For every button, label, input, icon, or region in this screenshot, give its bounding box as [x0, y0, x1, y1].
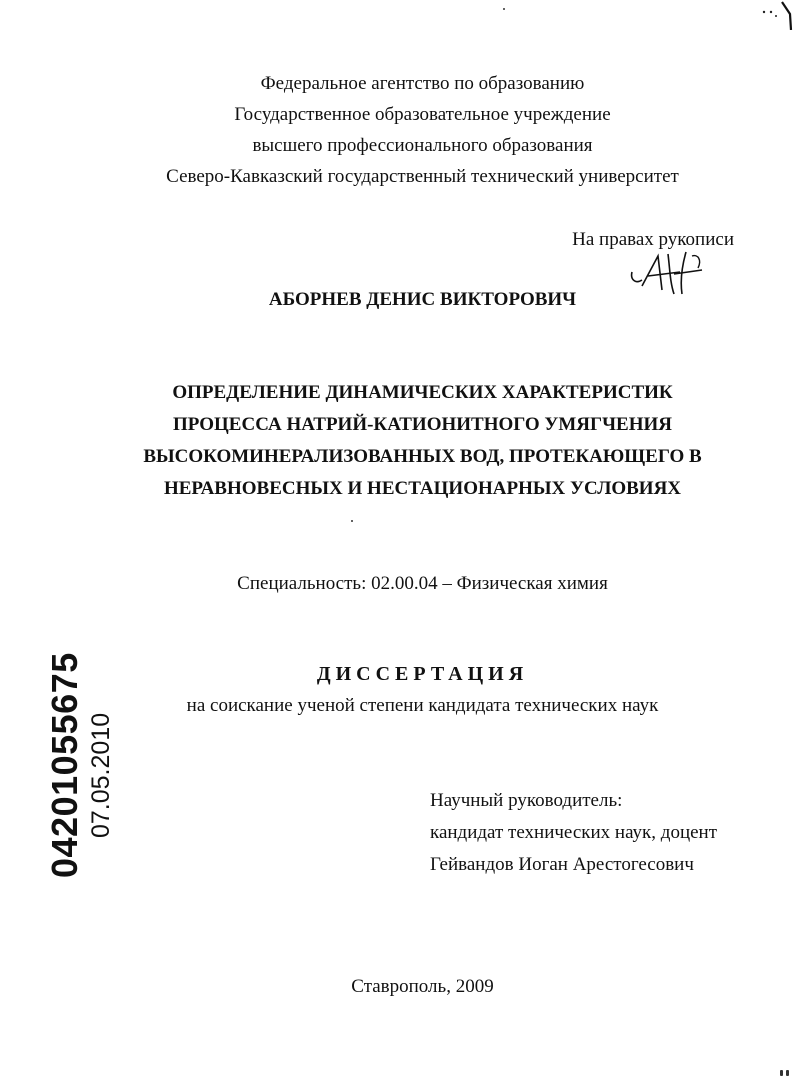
title-line-2: ПРОЦЕССА НАТРИЙ-КАТИОНИТНОГО УМЯГЧЕНИЯ	[172, 414, 673, 435]
degree-sought: на соискание ученой степени кандидата технических наук	[186, 695, 659, 716]
advisor-degree: кандидат технических наук, доцент	[430, 822, 718, 843]
scan-speck	[780, 1070, 783, 1076]
title-line-4: НЕРАВНОВЕСНЫХ И НЕСТАЦИОНАРНЫХ УСЛОВИЯХ	[163, 478, 682, 499]
university-name: Северо-Кавказский государственный технический университет	[166, 166, 679, 187]
scan-speck	[503, 8, 505, 10]
title-line-3: ВЫСОКОМИНЕРАЛИЗОВАННЫХ ВОД, ПРОТЕКАЮЩЕГО В	[143, 446, 702, 467]
corner-scan-mark-icon	[754, 0, 794, 30]
place-and-year: Ставрополь, 2009	[351, 976, 494, 997]
library-stamp-id: 04201055675	[44, 652, 85, 878]
author-name: АБОРНЕВ ДЕНИС ВИКТОРОВИЧ	[268, 289, 577, 310]
specialty: Специальность: 02.00.04 – Физическая химия	[237, 573, 608, 594]
advisor-name: Гейвандов Иоган Арестогесович	[430, 854, 694, 875]
library-stamp-date: 07.05.2010	[87, 712, 115, 838]
scan-speck	[786, 1070, 789, 1076]
scan-speck	[351, 520, 353, 522]
document-type: ДИССЕРТАЦИЯ	[316, 663, 529, 685]
title-line-1: ОПРЕДЕЛЕНИЕ ДИНАМИЧЕСКИХ ХАРАКТЕРИСТИК	[172, 382, 673, 403]
agency-name: Федеральное агентство по образованию	[260, 73, 585, 94]
advisor-label: Научный руководитель:	[430, 790, 623, 811]
institution-type: Государственное образовательное учреждение	[234, 104, 611, 125]
manuscript-note: На правах рукописи	[572, 229, 734, 250]
institution-type-continued: высшего профессионального образования	[252, 135, 593, 156]
